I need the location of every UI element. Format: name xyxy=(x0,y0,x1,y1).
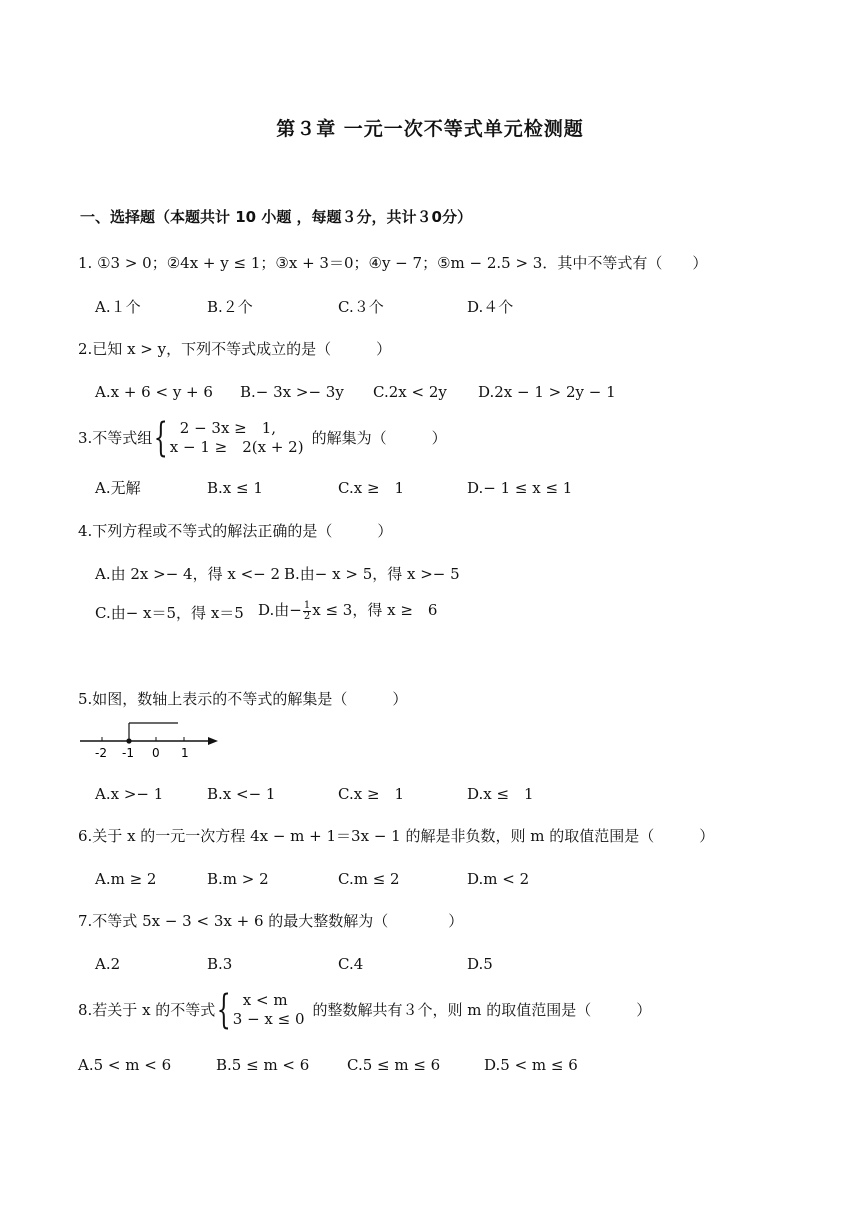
question-4-stem: 4.下列方程或不等式的解法正确的是（ ） xyxy=(78,522,393,540)
q5-option-d: D.x ≤ 1 xyxy=(467,785,534,803)
q6-option-c: C.m ≤ 2 xyxy=(338,870,400,888)
q2-option-b: B.− 3x >− 3y xyxy=(240,383,344,401)
question-2-stem: 2.已知 x > y，下列不等式成立的是（ ） xyxy=(78,340,392,358)
question-3-stem xyxy=(78,415,447,461)
q5-option-b: B.x <− 1 xyxy=(207,785,276,803)
q3-inequality-system xyxy=(170,419,304,457)
q8-prefix: 8.若关于 x 的不等式 xyxy=(78,1001,216,1019)
q1-option-d: D.４个 xyxy=(467,298,514,316)
q8-system-line-2: 3 − x ≤ 0 xyxy=(232,1010,305,1028)
q3-prefix: 3.不等式组 xyxy=(78,429,153,447)
question-5-stem: 5.如图，数轴上表示的不等式的解集是（ ） xyxy=(78,690,408,708)
q3-option-d: D.− 1 ≤ x ≤ 1 xyxy=(467,479,573,497)
q2-option-d: D.2x − 1 > 2y − 1 xyxy=(478,383,616,401)
q6-option-b: B.m > 2 xyxy=(207,870,269,888)
axis-arrow-icon xyxy=(208,737,218,745)
q4-option-d: D.由− $\frac{1}{2}$ x ≤ 3，得 x ≥ 6 xyxy=(258,599,438,622)
q8-inequality-system xyxy=(233,991,305,1029)
solid-endpoint-dot xyxy=(126,738,131,743)
fraction-one-half: $\frac{1}{2}$ xyxy=(303,599,311,622)
q3-option-a: A.无解 xyxy=(95,479,141,497)
q3-system-line-1: 2 − 3x ≥ 1, xyxy=(179,419,277,437)
q1-option-a: A.１个 xyxy=(95,298,141,316)
q6-option-d: D.m < 2 xyxy=(467,870,530,888)
section-heading: 一、选择题（本题共计 10 小题 ，每题３分，共计３0分） xyxy=(80,208,472,226)
question-7-stem: 7.不等式 5x − 3 < 3x + 6 的最大整数解为（ ） xyxy=(78,912,464,930)
question-8-stem xyxy=(78,987,652,1033)
q8-option-b: B.5 ≤ m < 6 xyxy=(216,1056,310,1074)
q4-option-c: C.由− x＝5，得 x＝5 xyxy=(95,604,244,622)
q7-option-a: A.2 xyxy=(95,955,121,973)
number-line-figure xyxy=(78,716,223,762)
tick-label: -1 xyxy=(122,746,134,760)
tick-label: -2 xyxy=(95,746,107,760)
left-brace: { xyxy=(217,987,232,1033)
question-1-stem: 1. ①3 > 0；②4x + y ≤ 1；③x + 3＝0；④y − 7；⑤m − 2.5 > 3．其中不等式有（ ） xyxy=(78,254,708,272)
left-brace: { xyxy=(154,415,169,461)
q6-option-a: A.m ≥ 2 xyxy=(95,870,157,888)
q3-suffix: 的解集为（ ） xyxy=(311,429,447,447)
q2-option-c: C.2x < 2y xyxy=(373,383,447,401)
tick-label: 1 xyxy=(181,746,189,760)
q4-option-b: B.由− x > 5，得 x >− 5 xyxy=(284,565,460,583)
q3-option-b: B.x ≤ 1 xyxy=(207,479,263,497)
q8-system-line-1: x < m xyxy=(242,991,288,1009)
question-6-stem: 6.关于 x 的一元一次方程 4x − m + 1＝3x − 1 的解是非负数，则 m 的取值范围是（ ） xyxy=(78,827,715,845)
q1-option-b: B.２个 xyxy=(207,298,253,316)
q4-option-a: A.由 2x >− 4，得 x <− 2 xyxy=(95,565,281,583)
q3-system-line-2: x − 1 ≥ 2(x + 2) xyxy=(169,438,304,456)
q5-option-c: C.x ≥ 1 xyxy=(338,785,405,803)
q5-option-a: A.x >− 1 xyxy=(95,785,164,803)
q7-option-d: D.5 xyxy=(467,955,493,973)
page-title: 第３章 一元一次不等式单元检测题 xyxy=(276,118,584,140)
q8-option-d: D.5 < m ≤ 6 xyxy=(484,1056,578,1074)
q8-option-a: A.5 < m < 6 xyxy=(78,1056,172,1074)
q1-option-c: C.３个 xyxy=(338,298,384,316)
q7-option-b: B.3 xyxy=(207,955,233,973)
q8-option-c: C.5 ≤ m ≤ 6 xyxy=(347,1056,441,1074)
q7-option-c: C.4 xyxy=(338,955,364,973)
tick-label: 0 xyxy=(152,746,160,760)
q2-option-a: A.x + 6 < y + 6 xyxy=(95,383,213,401)
q3-option-c: C.x ≥ 1 xyxy=(338,479,405,497)
q8-suffix: 的整数解共有３个，则 m 的取值范围是（ ） xyxy=(312,1001,652,1019)
